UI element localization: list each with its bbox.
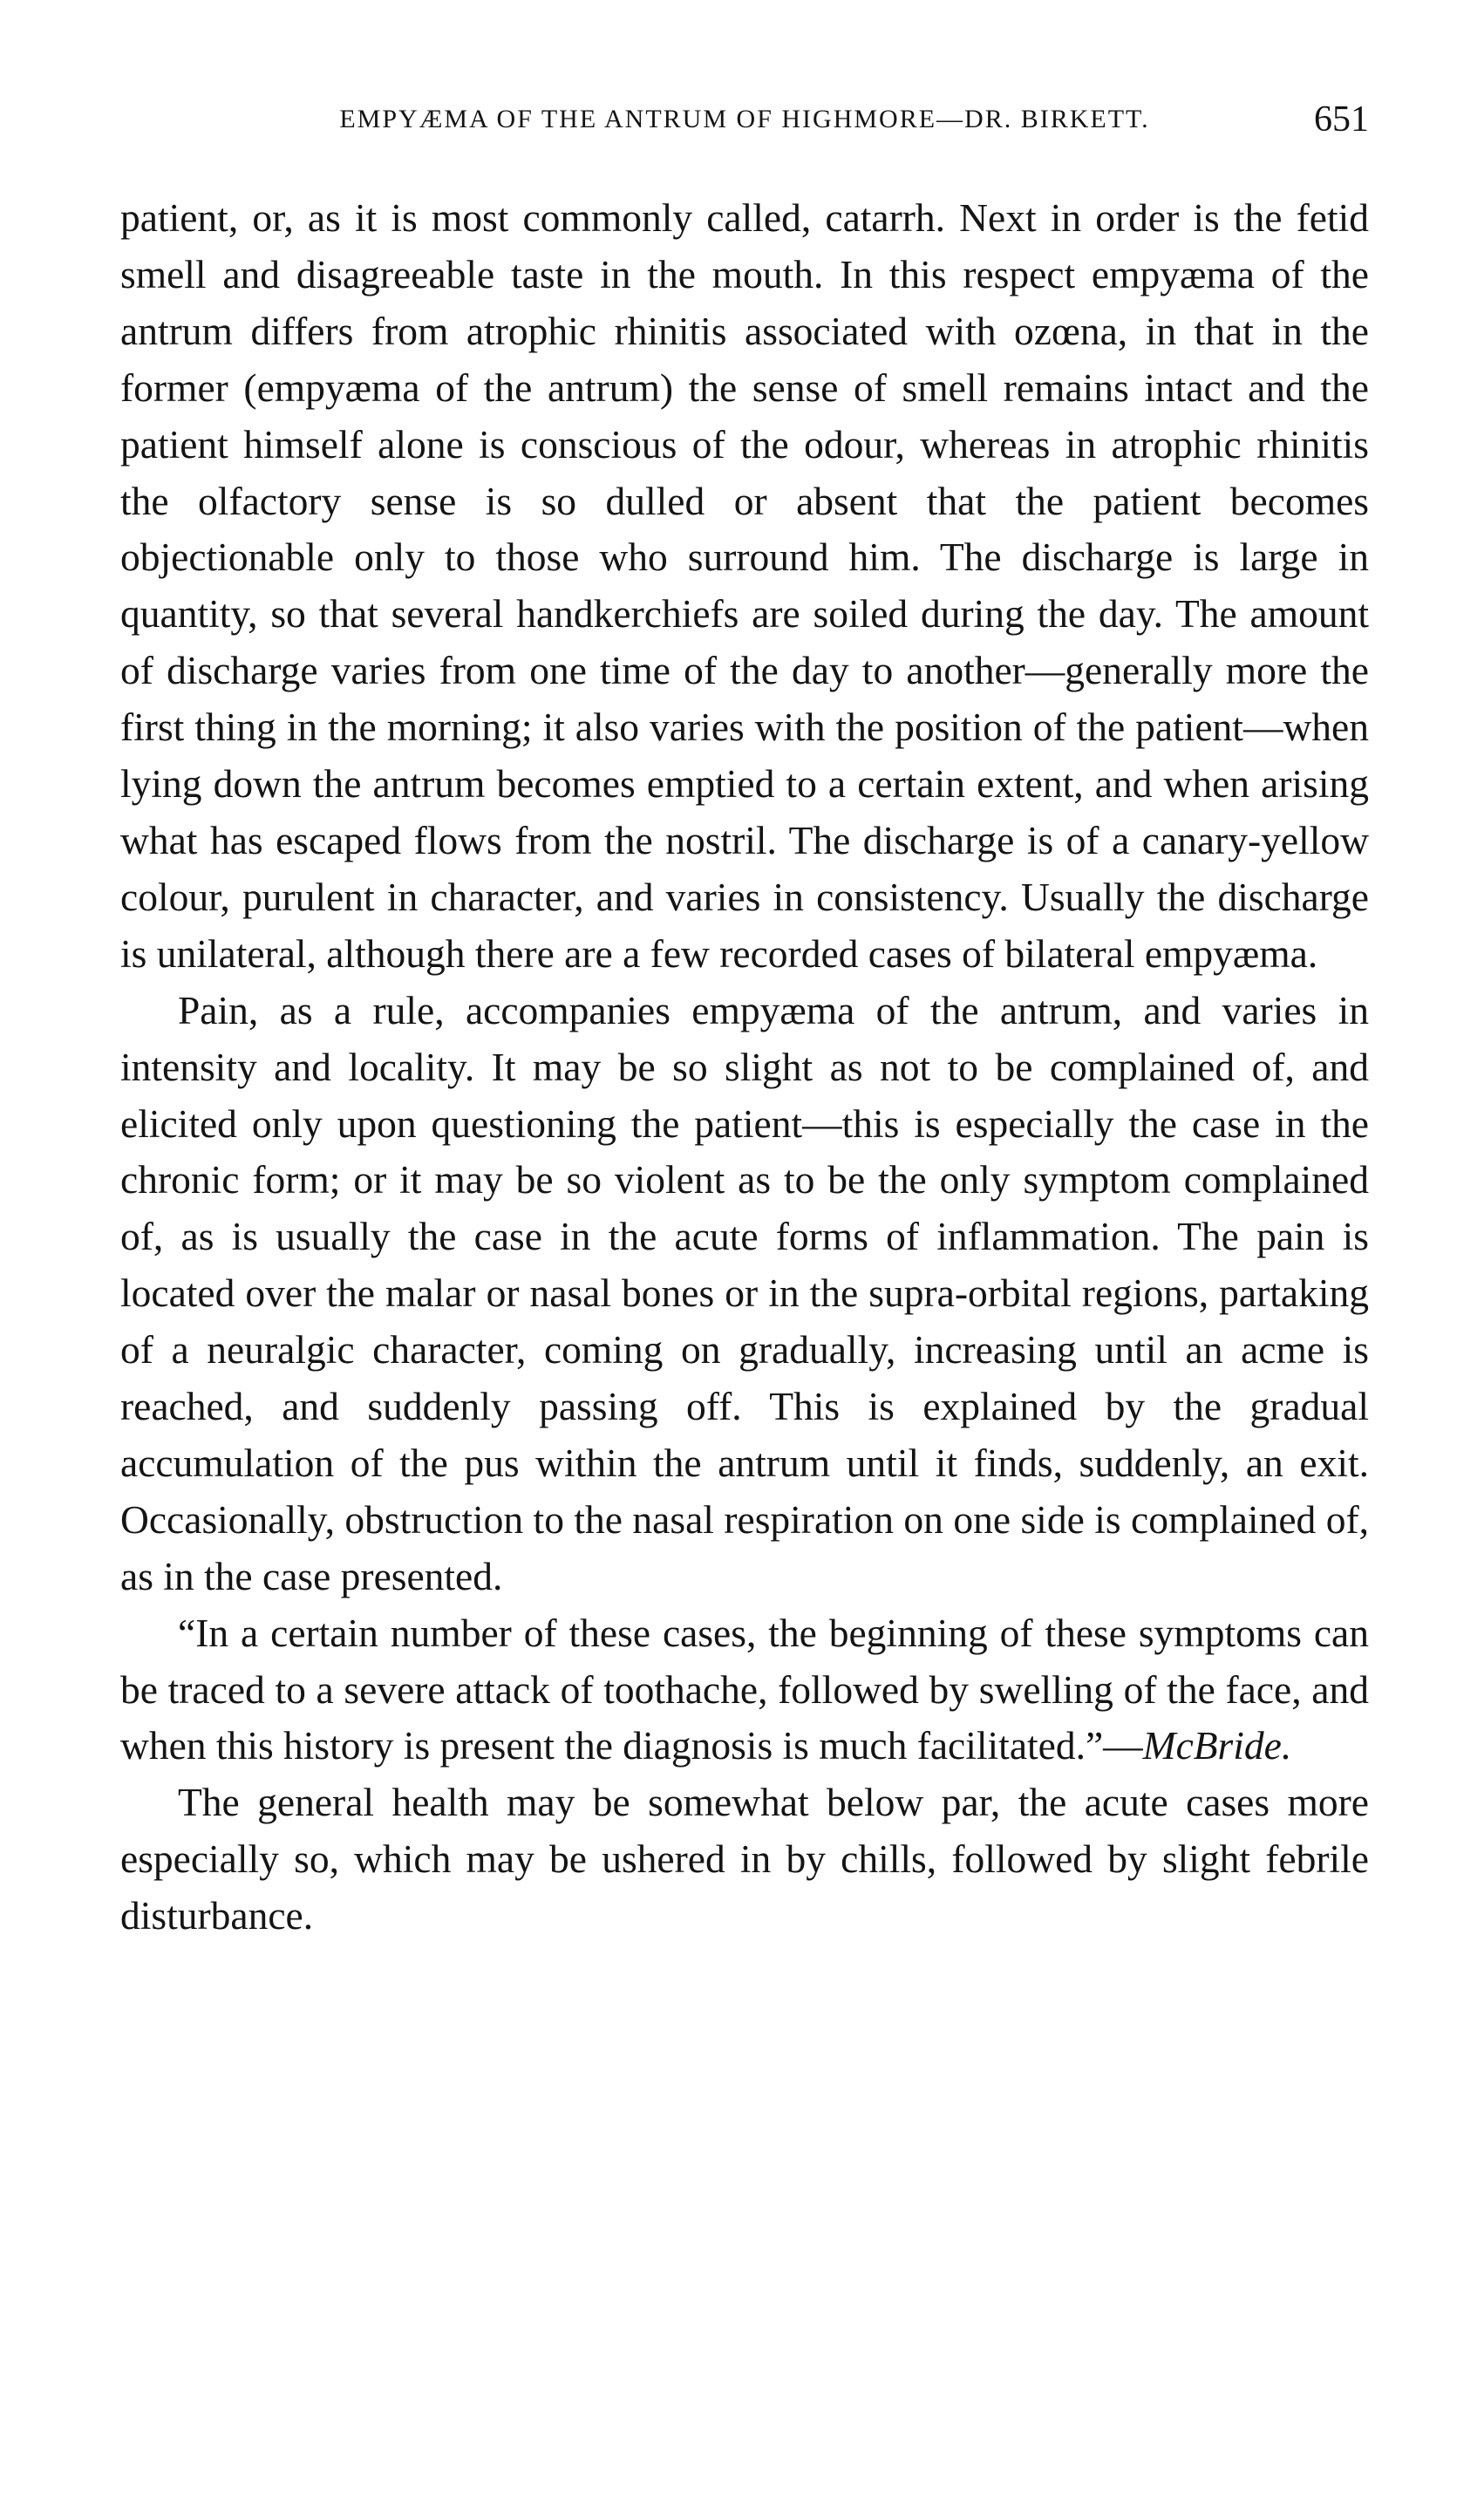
paragraph-general-health: The general health may be somewhat below par, the acute cases more especially so, which may be ushered in by chills, followed by slight febrile disturbance.: [120, 1780, 1369, 1938]
running-head: [120, 98, 1369, 141]
paragraph-continuation: patient, or, as it is most commonly called, catarrh. Next in order is the fetid smell and disagreeable taste in the mouth. In this respect empyæma of the antrum differs from atrophic rhinitis associated with ozœna, in that in the former (empyæma of the antrum) the sense of smell remains intact and the patient himself alone is conscious of the odour, whereas in atrophic rhinitis the olfactory sense is so dulled or absent that the patient becomes objectionable only to those who surround him. The discharge is large in quantity, so that several handkerchiefs are soiled during the day. The amount of discharge varies from one time of the day to another—generally more the first thing in the morning; it also varies with the position of the patient—when lying down the antrum becomes emptied to a certain extent, and when arising what has escaped flows from the nostril. The discharge is of a canary-yellow colour, purulent in character, and varies in consistency. Usually the discharge is unilateral, although there are a few recorded cases of bilateral empyæma.: [120, 195, 1369, 976]
body-text: [120, 190, 1369, 1945]
book-page: [120, 98, 1369, 1945]
paragraph-quotation: [120, 1605, 1369, 1775]
quotation-text: “In a certain number of these cases, the beginning of these symptoms can be traced to a severe attack of toothache, followed by swelling of the face, and when this history is present the diagnosis is much facilitated.”—: [120, 1610, 1369, 1768]
running-title: EMPYÆMA OF THE ANTRUM OF HIGHMORE—DR. BIRKETT.: [339, 105, 1150, 133]
quotation-attribution: McBride.: [1142, 1723, 1292, 1768]
page-number: 651: [1314, 99, 1369, 140]
paragraph-pain: Pain, as a rule, accompanies empyæma of the antrum, and varies in intensity and locality. It may be so slight as not to be complained of, and elicited only upon questioning the patient—this is especially the case in the chronic form; or it may be so violent as to be the only symptom complained of, as is usually the case in the acute forms of inflammation. The pain is located over the malar or nasal bones or in the supra-orbital regions, partaking of a neuralgic character, coming on gradually, increasing until an acme is reached, and suddenly passing off. This is explained by the gradual accumulation of the pus within the antrum until it finds, suddenly, an exit. Occasionally, obstruction to the nasal respiration on one side is complained of, as in the case presented.: [120, 987, 1369, 1598]
